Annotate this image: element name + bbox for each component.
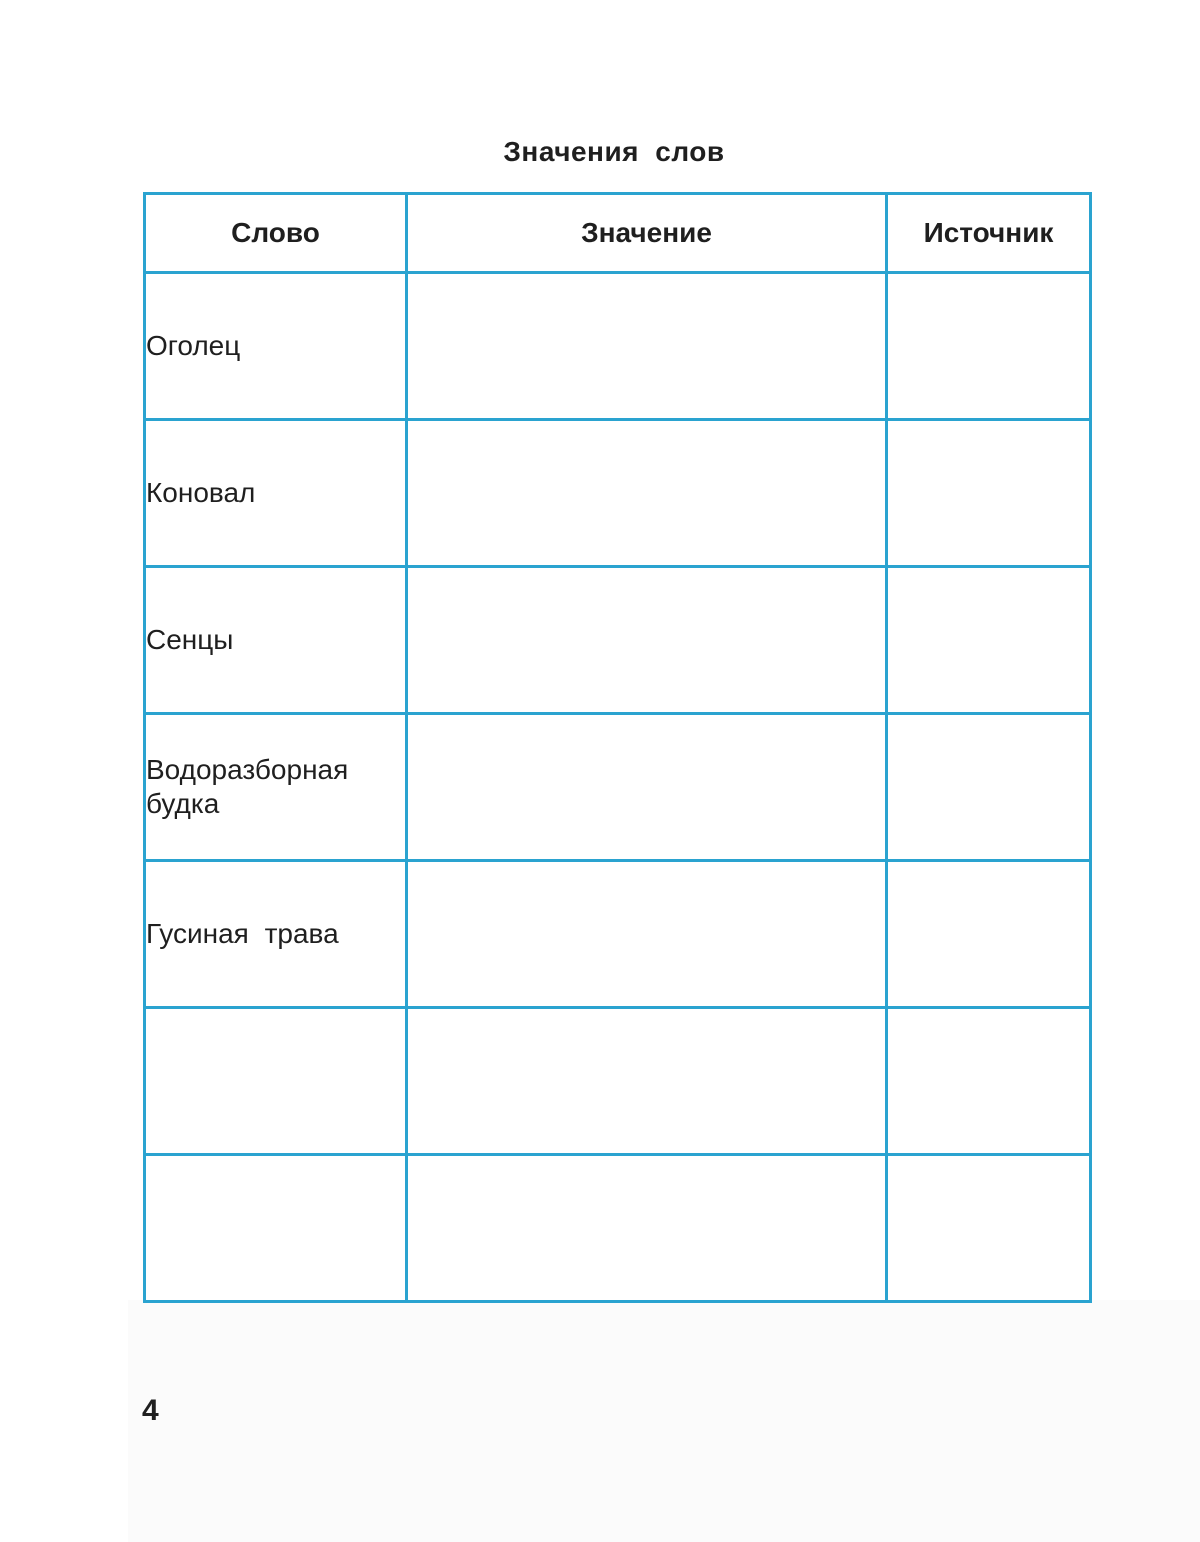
meaning-cell[interactable] bbox=[407, 420, 887, 567]
page-number: 4 bbox=[142, 1394, 159, 1427]
source-cell[interactable] bbox=[887, 273, 1091, 420]
meaning-cell[interactable] bbox=[407, 273, 887, 420]
header-word: Слово bbox=[145, 194, 407, 273]
meaning-cell[interactable] bbox=[407, 1155, 887, 1302]
word-cell[interactable] bbox=[145, 1008, 407, 1155]
table-row bbox=[145, 714, 1091, 861]
header-meaning: Значение bbox=[407, 194, 887, 273]
word-meanings-table bbox=[143, 192, 1092, 1303]
table-row bbox=[145, 273, 1091, 420]
header-source: Источник bbox=[887, 194, 1091, 273]
table-row bbox=[145, 861, 1091, 1008]
word-cell: Оголец bbox=[145, 273, 407, 420]
meaning-cell[interactable] bbox=[407, 1008, 887, 1155]
source-cell[interactable] bbox=[887, 1008, 1091, 1155]
table-row bbox=[145, 567, 1091, 714]
source-cell[interactable] bbox=[887, 567, 1091, 714]
source-cell[interactable] bbox=[887, 714, 1091, 861]
word-cell: Коновал bbox=[145, 420, 407, 567]
meaning-cell[interactable] bbox=[407, 714, 887, 861]
page-bottom-shade bbox=[128, 1300, 1200, 1542]
meaning-cell[interactable] bbox=[407, 567, 887, 714]
word-cell: Гусиная трава bbox=[145, 861, 407, 1008]
word-cell: Сенцы bbox=[145, 567, 407, 714]
table-row bbox=[145, 420, 1091, 567]
table-row bbox=[145, 1008, 1091, 1155]
word-cell: Водоразборная будка bbox=[145, 714, 407, 861]
table-row bbox=[145, 1155, 1091, 1302]
source-cell[interactable] bbox=[887, 420, 1091, 567]
source-cell[interactable] bbox=[887, 1155, 1091, 1302]
word-cell[interactable] bbox=[145, 1155, 407, 1302]
meaning-cell[interactable] bbox=[407, 861, 887, 1008]
page-title: Значения слов bbox=[503, 136, 725, 167]
table-header-row bbox=[145, 194, 1091, 273]
source-cell[interactable] bbox=[887, 861, 1091, 1008]
